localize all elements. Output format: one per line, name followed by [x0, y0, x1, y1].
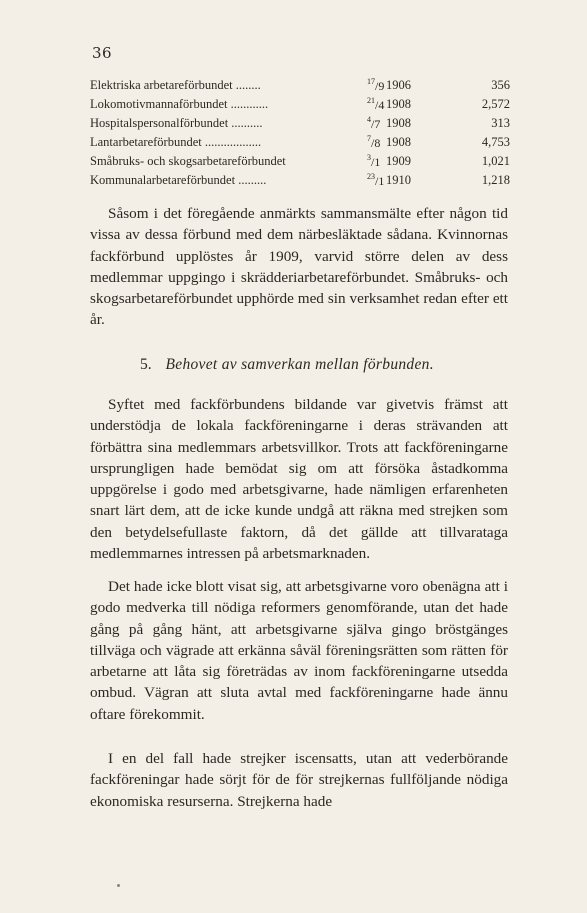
founding-date: $^7$/8 — [367, 134, 381, 150]
date-month: 7 — [374, 117, 381, 131]
table-row — [90, 116, 510, 135]
member-count: 4,753 — [481, 135, 510, 149]
founding-date: $^{17}$/9 — [367, 77, 385, 93]
date-month: 9 — [378, 79, 385, 93]
paragraph: Syftet med fackförbundens bildande var givetvis främst att understödja de lokala fackföreningarne i deras strävanden att förbättra sina medlemmars arbetsvillkor. Trots att fackföreningarne ursprungligen hade bemödat sig om att försöka åstadkomma uppgörelse i godo med arbetsgivarne, hade nämligen erfarenheten snart lärt dem, att de icke kunde undgå att räkna med strejken som den betydelsefullaste faktorn, då det gällde att tillvarataga medlemmarnes intressen på arbetsmarknaden. — [90, 396, 508, 563]
member-count: 1,021 — [481, 154, 510, 168]
union-name: Kommunalarbetareförbundet ......... — [90, 173, 267, 187]
founding-year: 1906 — [386, 78, 411, 92]
table-row — [90, 154, 510, 173]
date-day: 3 — [367, 153, 371, 162]
date-day: 23 — [367, 172, 375, 181]
section-title: Behovet av samverkan mellan förbunden. — [165, 356, 434, 373]
union-name: Lantarbetareförbundet .................. — [90, 135, 262, 149]
union-name: Elektriska arbetareförbundet ........ — [90, 78, 261, 92]
unions-table — [90, 78, 510, 192]
founding-year: 1908 — [386, 97, 411, 111]
member-count: 2,572 — [481, 97, 510, 111]
union-name: Småbruks- och skogsarbetareförbundet — [90, 154, 286, 168]
member-count: 356 — [491, 78, 510, 92]
founding-year: 1908 — [386, 116, 411, 130]
founding-year: 1909 — [386, 154, 411, 168]
union-name: Hospitalspersonalförbundet .......... — [90, 116, 263, 130]
founding-date: $^4$/7 — [367, 115, 381, 131]
section-heading — [140, 356, 434, 374]
date-day: 17 — [367, 77, 375, 86]
page-number: 36 — [92, 44, 113, 62]
table-row — [90, 135, 510, 154]
date-day: 4 — [367, 115, 371, 124]
founding-date: $^{23}$/1 — [367, 172, 385, 188]
founding-date: $^3$/1 — [367, 153, 381, 169]
union-name: Lokomotivmannaförbundet ............ — [90, 97, 269, 111]
paragraph: I en del fall hade strejker iscensatts, utan att vederbörande fackföreningar hade sörjt för de för strejkernas fullföljande nödiga ekonomiska resurserna. Strejkerna hade — [90, 750, 508, 810]
date-day: 21 — [367, 96, 375, 105]
founding-year: 1908 — [386, 135, 411, 149]
table-row — [90, 97, 510, 116]
table-row — [90, 78, 510, 97]
date-month: 1 — [374, 155, 381, 169]
founding-date: $^{21}$/4 — [367, 96, 385, 112]
section-number: 5. — [140, 356, 152, 373]
date-day: 7 — [367, 134, 371, 143]
member-count: 1,218 — [481, 173, 510, 187]
page-speck — [117, 884, 120, 887]
paragraph: Det hade icke blott visat sig, att arbetsgivarne voro obenägna att i godo medverka till nödiga reformers genomförande, utan det hade gång på gång hänt, att arbetsgivarne själva gingo bröstgänges tillväga och vägrade att erkänna såväl föreningsrätten som rätten för arbetarne att låta sig företrädas av inom fackföreningarne utsedda ombud. Vägran att sluta avtal med fackföreningarne hade ännu oftare förekommit. — [90, 578, 508, 723]
date-month: 1 — [378, 174, 385, 188]
paragraph: Såsom i det föregående anmärkts sammansmälte efter någon tid vissa av dessa förbund med dem närbesläktade sådana. Kvinnornas fackförbund upplöstes år 1909, varvid större delen av dess medlemmar uppgingo i skrädderiarbetareförbundet. Småbruks- och skogsarbetareförbundet upphörde med sin verksamhet redan efter ett år. — [90, 205, 508, 329]
table-row — [90, 173, 510, 192]
member-count: 313 — [491, 116, 510, 130]
date-month: 4 — [378, 98, 385, 112]
founding-year: 1910 — [386, 173, 411, 187]
date-month: 8 — [374, 136, 381, 150]
